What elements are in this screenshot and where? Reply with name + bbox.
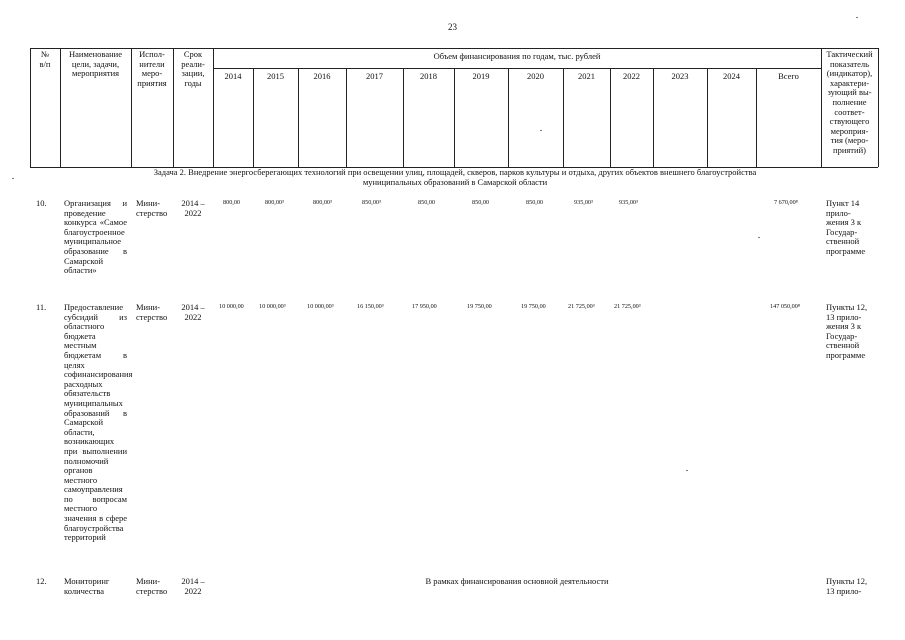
header-col-name: Наименование цели, задачи, мероприятия	[69, 49, 122, 79]
row-value-2017: 16 150,00³	[357, 303, 384, 310]
header-year: 2020	[527, 71, 544, 81]
row-executor: Мини- стерство	[136, 198, 168, 218]
row-name: Предоставление субсидий из областного бюджета местным бюджетам в целях софинансирования расходных обязательств муниципальных образований в Самарской области, возникающих при выполнении полномочий органов местного самоуправления по вопросам местного значения в сфере благоустройства территорий	[64, 302, 133, 543]
row-number: 10.	[36, 198, 47, 208]
header-col-term: Срок реали- зации, годы	[181, 49, 205, 88]
row-term: 2014 – 2022	[181, 302, 205, 322]
header-year: 2014	[224, 71, 242, 81]
header-year: 2024	[723, 71, 740, 81]
row-value-total: 147 050,00⁸	[770, 303, 801, 310]
row-value-2021: 21 725,00³	[568, 303, 595, 310]
header-col-executor: Испол- нители меро- приятия	[137, 49, 167, 88]
row-value-2021: 935,00³	[574, 199, 593, 206]
header-col-funding: Объем финансирования по годам, тыс. рублей	[433, 51, 601, 61]
header-year: 2015	[267, 71, 284, 81]
header-year: 2022	[623, 71, 640, 81]
row-indicator: Пункт 14 прило- жения 3 к Государ- ственной программе	[826, 198, 866, 256]
row-value-2022: 21 725,00³	[614, 303, 641, 310]
header-year: 2016	[313, 71, 331, 81]
header-year-total: Всего	[778, 71, 799, 81]
row-value-2020: 19 750,00	[521, 303, 546, 310]
header-year: 2019	[472, 71, 490, 81]
row-name: Организация и проведение конкурса «Самое благоустроенное муниципальное образование в Самарской области»	[64, 198, 127, 276]
row-indicator: Пункты 12, 13 прило-	[826, 576, 868, 596]
row-value-2014: 800,00	[223, 199, 241, 206]
row-value-2016: 800,00³	[313, 199, 332, 206]
row-value-2017: 850,00³	[362, 199, 381, 206]
row-value-2019: 19 750,00	[467, 303, 492, 310]
row-merged-funding-text: В рамках финансирования основной деятельности	[425, 576, 609, 586]
task-heading: Задача 2. Внедрение энергосберегающих технологий при освещении улиц, площадей, скверов, парков культуры и отдыха, других объектов внешнего благоустройства муниципальных образований в Самарской области	[153, 167, 757, 187]
page-number: 23	[448, 22, 457, 32]
header-col-number: № в/п	[39, 49, 51, 69]
row-value-2015: 800,00³	[265, 199, 284, 206]
header-year: 2021	[578, 71, 595, 81]
row-executor: Мини- стерство	[136, 302, 168, 322]
row-term: 2014 – 2022	[181, 198, 205, 218]
row-value-2014: 10 000,00	[219, 303, 244, 310]
row-number: 12.	[36, 576, 47, 586]
header-year: 2018	[420, 71, 437, 81]
row-value-2022: 935,00³	[619, 199, 638, 206]
row-value-2016: 10 000,00³	[307, 303, 334, 310]
row-value-2020: 850,00	[526, 199, 544, 206]
row-value-2018: 17 950,00	[412, 303, 437, 310]
header-year: 2023	[671, 71, 689, 81]
row-executor: Мини- стерство	[136, 576, 168, 596]
row-number: 11.	[36, 302, 47, 312]
row-value-2018: 850,00	[418, 199, 436, 206]
row-name: Мониторинг количества	[64, 576, 110, 596]
row-value-total: 7 670,00⁸	[774, 199, 798, 206]
row-term: 2014 – 2022	[181, 576, 205, 596]
header-col-indicator: Тактический показатель (индикатор), характери- зующий вы- полнение соответ- ствующего мероприя- тия (меро- приятий)	[826, 49, 873, 155]
row-value-2019: 850,00	[472, 199, 490, 206]
header-year: 2017	[366, 71, 383, 81]
row-value-2015: 10 000,00³	[259, 303, 286, 310]
row-indicator: Пункты 12, 13 прило- жения 3 к Государ- ственной программе	[826, 302, 868, 360]
